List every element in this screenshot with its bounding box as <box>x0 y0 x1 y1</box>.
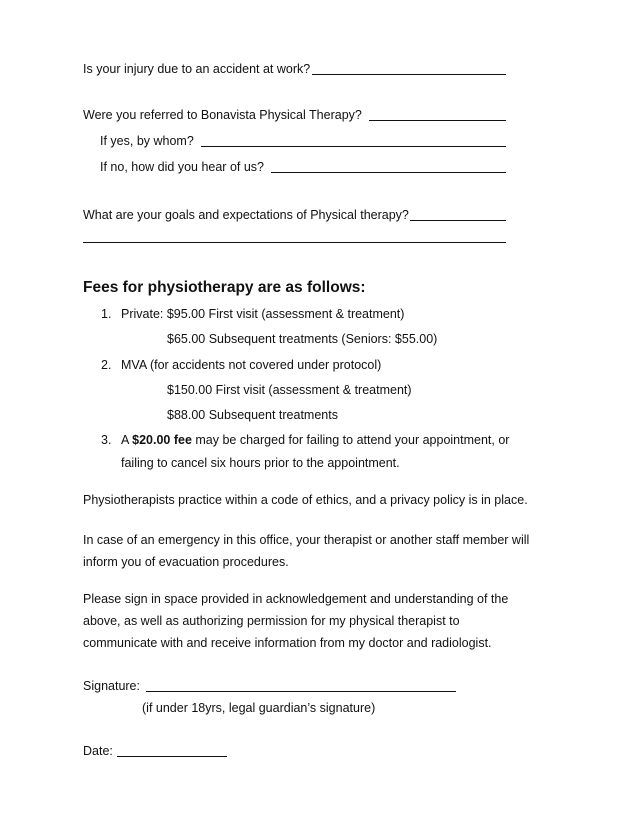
fee-item-text: Private: $95.00 First visit (assessment & treatment) <box>121 307 405 321</box>
heard-of-us-field[interactable] <box>271 172 506 173</box>
date-label: Date: <box>83 744 113 758</box>
consent-paragraph-line-2: above, as well as authorizing permission for my physical therapist to <box>83 614 460 628</box>
fee-item-2-subsequent: $88.00 Subsequent treatments <box>167 408 338 422</box>
guardian-note: (if under 18yrs, legal guardian’s signature) <box>142 701 376 715</box>
emergency-paragraph-line-1: In case of an emergency in this office, your therapist or another staff member will <box>83 533 530 547</box>
fee-item-3 <box>101 432 509 448</box>
fee-item-2-first-visit: $150.00 First visit (assessment & treatment) <box>167 383 412 397</box>
goals-field-line-1[interactable] <box>410 220 506 221</box>
question-accident-at-work: Is your injury due to an accident at work? <box>83 62 311 76</box>
referrer-field[interactable] <box>201 146 506 147</box>
referred-answer-field[interactable] <box>369 120 506 121</box>
fee-item-number: 3. <box>101 433 112 447</box>
fee-item-number: 2. <box>101 358 112 372</box>
question-if-yes: If yes, by whom? <box>100 134 194 148</box>
fee-item-1 <box>101 306 404 322</box>
signature-field[interactable] <box>146 691 456 692</box>
fee-item-1-subsequent: $65.00 Subsequent treatments (Seniors: $55.00) <box>167 332 438 346</box>
date-field[interactable] <box>117 756 227 757</box>
no-show-fee: $20.00 fee <box>132 433 192 447</box>
signature-label: Signature: <box>83 679 140 693</box>
goals-field-line-2[interactable] <box>83 242 506 243</box>
question-goals: What are your goals and expectations of Physical therapy? <box>83 208 409 222</box>
fee-item-3-continued: failing to cancel six hours prior to the appointment. <box>121 456 400 470</box>
fee-item-2 <box>101 357 381 373</box>
consent-paragraph-line-3: communicate with and receive information from my doctor and radiologist. <box>83 636 492 650</box>
fees-heading: Fees for physiotherapy are as follows: <box>83 279 366 296</box>
question-referred: Were you referred to Bonavista Physical Therapy? <box>83 108 362 122</box>
fee-item-text: MVA (for accidents not covered under protocol) <box>121 358 382 372</box>
fee-item-number: 1. <box>101 307 112 321</box>
ethics-paragraph: Physiotherapists practice within a code of ethics, and a privacy policy is in place. <box>83 493 528 507</box>
question-if-no: If no, how did you hear of us? <box>100 160 264 174</box>
fee-item-prefix: A <box>121 433 133 447</box>
emergency-paragraph-line-2: inform you of evacuation procedures. <box>83 555 289 569</box>
fee-item-suffix: may be charged for failing to attend your appointment, or <box>191 433 510 447</box>
accident-answer-field[interactable] <box>312 74 506 75</box>
consent-paragraph-line-1: Please sign in space provided in acknowledgement and understanding of the <box>83 592 509 606</box>
